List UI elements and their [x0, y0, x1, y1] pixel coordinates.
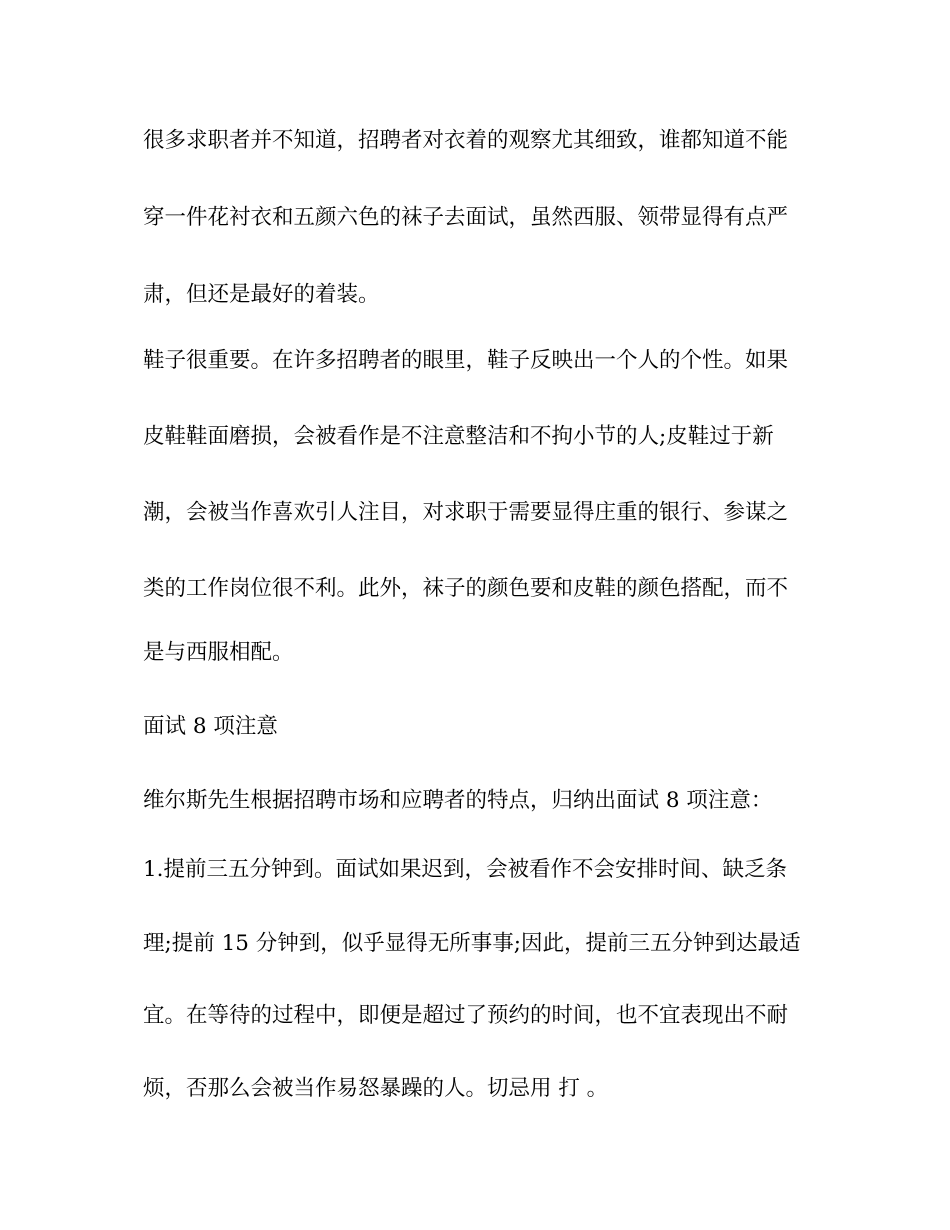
- text-line: 潮，会被当作喜欢引人注目，对求职于需要显得庄重的银行、参谋之: [143, 500, 789, 525]
- text-line: 鞋子很重要。在许多招聘者的眼里，鞋子反映出一个人的个性。如果: [143, 348, 789, 373]
- text-line: 理;提前 15 分钟到，似乎显得无所事事;因此，提前三五分钟到达最适: [143, 931, 801, 956]
- text-line: 肃，但还是最好的着装。: [143, 282, 380, 307]
- text-line: 皮鞋鞋面磨损，会被看作是不注意整洁和不拘小节的人;皮鞋过于新: [143, 424, 774, 449]
- text-line: 类的工作岗位很不利。此外，袜子的颜色要和皮鞋的颜色搭配，而不: [143, 576, 789, 601]
- section-heading: 面试 8 项注意: [143, 714, 278, 739]
- text-line: 维尔斯先生根据招聘市场和应聘者的特点，归纳出面试 8 项注意：: [143, 788, 773, 813]
- text-line: 很多求职者并不知道，招聘者对衣着的观察尤其细致，谁都知道不能: [143, 128, 789, 153]
- text-line: 是与西服相配。: [143, 640, 294, 665]
- text-line: 1.提前三五分钟到。面试如果迟到，会被看作不会安排时间、缺乏条: [143, 857, 788, 882]
- text-line: 烦，否那么会被当作易怒暴躁的人。切忌用 打 。: [143, 1076, 609, 1101]
- text-line: 穿一件花衬衣和五颜六色的袜子去面试，虽然西服、领带显得有点严: [143, 205, 789, 230]
- text-line: 宜。在等待的过程中，即便是超过了预约的时间，也不宜表现出不耐: [143, 1003, 789, 1028]
